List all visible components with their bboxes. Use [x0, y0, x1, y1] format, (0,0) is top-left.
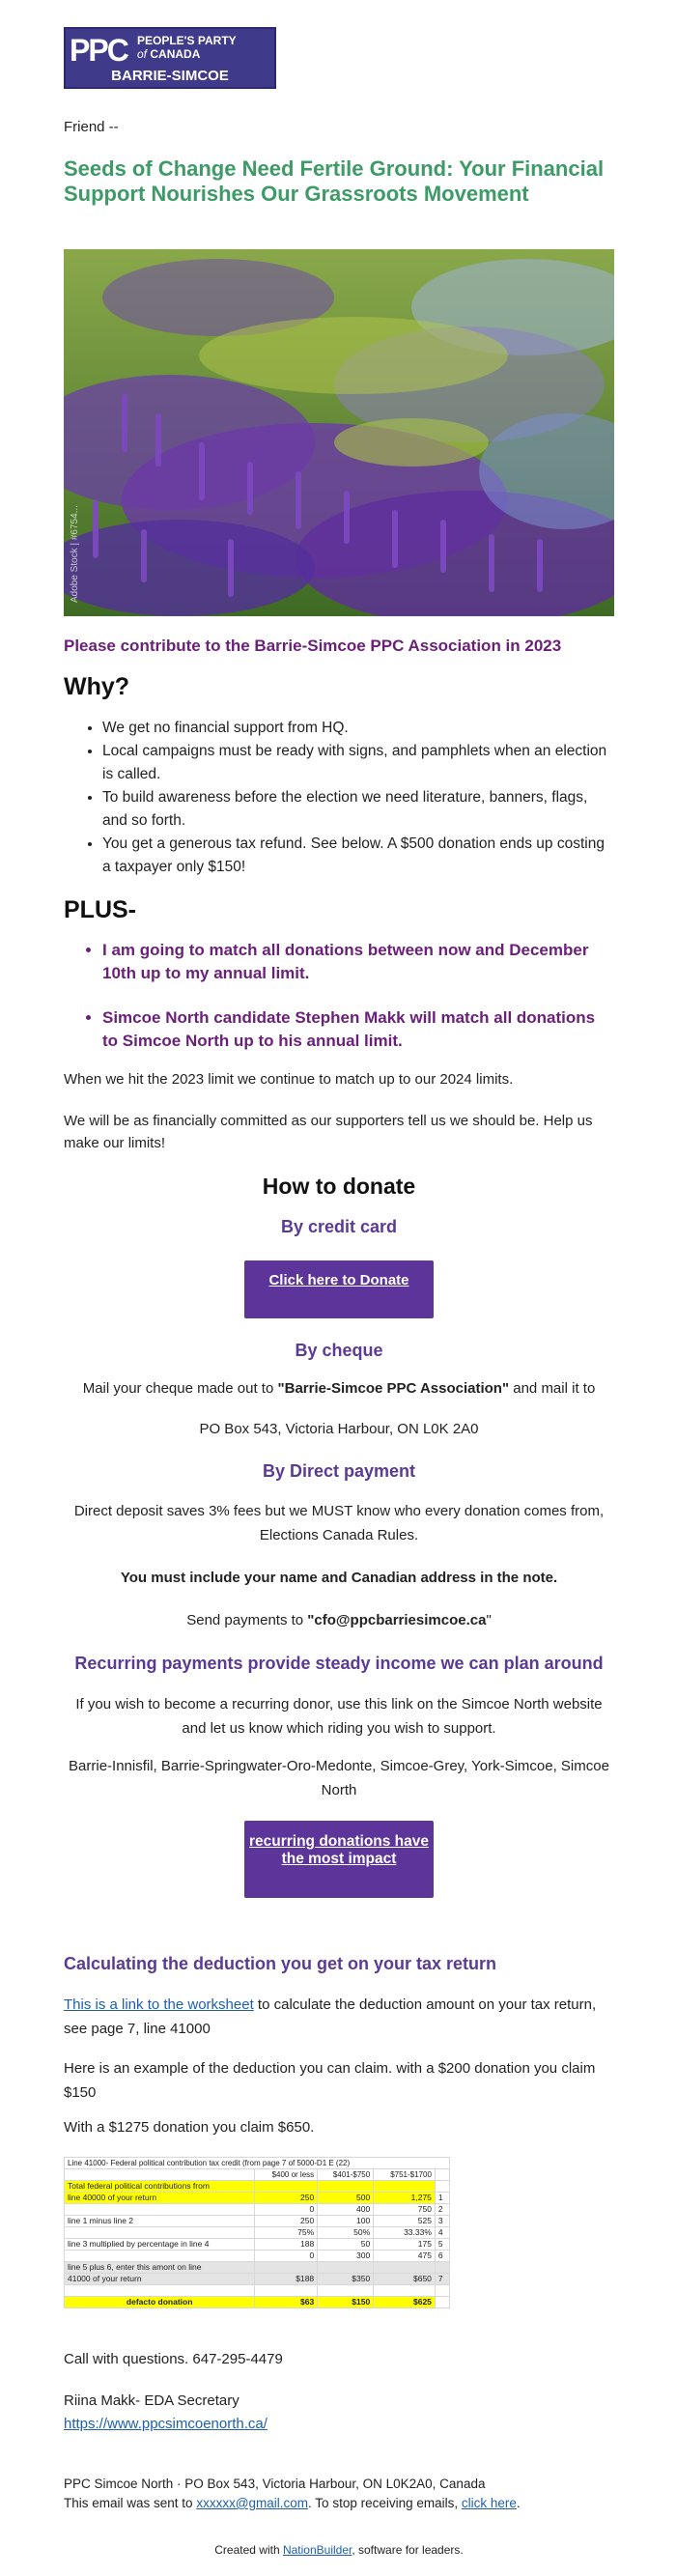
table-cell: 525: [374, 2216, 436, 2227]
table-row: [65, 2204, 450, 2216]
table-col-header: $751-$1700: [374, 2169, 436, 2181]
table-row: [65, 2285, 450, 2297]
table-cell: 0: [255, 2204, 318, 2216]
logo-mark: PPC: [70, 33, 127, 68]
row-label: [65, 2250, 255, 2262]
line-number: [435, 2297, 449, 2308]
flower-field-illustration: [64, 249, 614, 616]
line-number: [435, 2262, 449, 2274]
headline: Seeds of Change Need Fertile Ground: Your Financial Support Nourishes Our Grassroots Movement: [64, 156, 605, 206]
how-to-donate-heading: How to donate: [262, 1174, 416, 1199]
plus-heading: PLUS-: [64, 896, 136, 923]
row-label: [65, 2204, 255, 2216]
list-item: • Simcoe North candidate Stephen Makk will match all donations to Simcoe North up to his annual limit.: [102, 1006, 614, 1053]
why-list: [64, 717, 614, 879]
table-cell: $350: [318, 2274, 374, 2285]
footer: [64, 2475, 614, 2513]
worksheet-link[interactable]: This is a link to the worksheet: [64, 1996, 254, 2013]
table-cell: [374, 2262, 436, 2274]
list-item: • I am going to match all donations between now and December 10th up to my annual limit.: [102, 939, 614, 985]
table-cell: 188: [255, 2239, 318, 2250]
logo-of: of: [137, 47, 148, 61]
footer-end: .: [516, 2496, 521, 2510]
created-pre: Created with: [214, 2543, 283, 2557]
credit-card-heading: By credit card: [280, 1217, 398, 1236]
contribute-heading: Please contribute to the Barrie-Simcoe PPC Association in 2023: [64, 637, 562, 655]
donate-button[interactable]: Click here to Donate: [244, 1260, 434, 1318]
cheque-payee: "Barrie-Simcoe PPC Association": [277, 1380, 510, 1397]
created-post: , software for leaders.: [352, 2543, 464, 2557]
logo-line-1: PEOPLE'S PARTY: [137, 34, 237, 47]
table-cell: 250: [255, 2216, 318, 2227]
why-heading: Why?: [64, 673, 130, 700]
row-label: line 1 minus line 2: [65, 2216, 255, 2227]
example-2: With a $1275 donation you claim $650.: [64, 2119, 315, 2136]
table-cell: 400: [318, 2204, 374, 2216]
recurring-heading: Recurring payments provide steady income we can plan around: [74, 1654, 604, 1673]
table-cell: 500: [318, 2193, 374, 2204]
table-cell: 175: [374, 2239, 436, 2250]
table-col-header: $401-$750: [318, 2169, 374, 2181]
call-line: Call with questions. 647-295-4479: [64, 2351, 283, 2367]
row-label: line 40000 of your return: [65, 2193, 255, 2204]
table-cell: [318, 2285, 374, 2297]
footer-email-link[interactable]: xxxxxx@gmail.com: [196, 2496, 309, 2510]
line-number: [435, 2285, 449, 2297]
plus-list: [64, 939, 614, 1074]
table-cell: [255, 2262, 318, 2274]
limit-paragraph: When we hit the 2023 limit we continue to match up to our 2024 limits.: [64, 1071, 514, 1088]
line-number: 2: [435, 2204, 449, 2216]
footer-address: PPC Simcoe North · PO Box 543, Victoria Harbour, ON L0K2A0, Canada: [64, 2477, 486, 2491]
table-row: [65, 2250, 450, 2262]
hero-image: [64, 249, 614, 616]
tax-credit-table: [64, 2157, 450, 2308]
send-email: "cfo@ppcbarriesimcoe.ca: [307, 1612, 487, 1628]
line-number: 7: [435, 2274, 449, 2285]
list-item: • Local campaigns must be ready with signs, and pamphlets when an election is called.: [102, 740, 614, 786]
row-label: [65, 2285, 255, 2297]
table-cell: [318, 2181, 374, 2193]
cheque-pre: Mail your cheque made out to: [82, 1380, 278, 1397]
table-cell: 50: [318, 2239, 374, 2250]
table-cell: $150: [318, 2297, 374, 2308]
example-1: Here is an example of the deduction you can claim. with a $200 donation you claim $150: [64, 2060, 596, 2101]
table-row: [65, 2216, 450, 2227]
table-row: [65, 2274, 450, 2285]
cheque-post: and mail it to: [509, 1380, 596, 1397]
must-include-note: You must include your name and Canadian address in the note.: [120, 1570, 558, 1586]
table-cell: [255, 2285, 318, 2297]
send-post: ": [486, 1612, 492, 1628]
table-cell: 1,275: [374, 2193, 436, 2204]
send-payments: [64, 1610, 614, 1632]
cheque-heading: By cheque: [295, 1341, 383, 1360]
table-cell: 300: [318, 2250, 374, 2262]
worksheet-paragraph: [64, 1993, 614, 2041]
table-row: [65, 2297, 450, 2308]
table-cell: 33.33%: [374, 2227, 436, 2239]
po-box-address: PO Box 543, Victoria Harbour, ON L0K 2A0: [199, 1421, 479, 1437]
line-number: 4: [435, 2227, 449, 2239]
line-number: 3: [435, 2216, 449, 2227]
nationbuilder-link[interactable]: NationBuilder: [282, 2543, 352, 2557]
table-col-header: $400 or less: [255, 2169, 318, 2181]
table-cell: $625: [374, 2297, 436, 2308]
table-row: [65, 2193, 450, 2204]
line-number: 5: [435, 2239, 449, 2250]
signer-website-link[interactable]: https://www.ppcsimcoenorth.ca/: [64, 2416, 268, 2432]
greeting: Friend --: [64, 119, 119, 135]
list-item: • To build awareness before the election we need literature, banners, flags, and so forth.: [102, 786, 614, 833]
row-label: line 5 plus 6, enter this amont on line: [65, 2262, 255, 2274]
list-item: • You get a generous tax refund. See below. A $500 donation ends up costing a taxpayer only $150!: [102, 833, 614, 879]
row-label: 41000 of your return: [65, 2274, 255, 2285]
row-label: defacto donation: [65, 2297, 255, 2308]
table-cell: [435, 2169, 449, 2181]
table-row: [65, 2181, 450, 2193]
table-row: [65, 2227, 450, 2239]
table-cell: 0: [255, 2250, 318, 2262]
signature: [64, 2390, 614, 2436]
table-cell: 475: [374, 2250, 436, 2262]
committed-paragraph: We will be as financially committed as our supporters tell us we should be. Help us make our limits!: [64, 1113, 593, 1151]
table-cell: 75%: [255, 2227, 318, 2239]
table-cell: 50%: [318, 2227, 374, 2239]
table-cell: $188: [255, 2274, 318, 2285]
recurring-text: If you wish to become a recurring donor, use this link on the Simcoe North website and let us know which riding you wish to support.: [75, 1696, 603, 1737]
logo-canada: CANADA: [150, 47, 201, 61]
line-number: [435, 2181, 449, 2193]
unsubscribe-link[interactable]: click here: [461, 2496, 517, 2510]
created-with: [64, 2541, 614, 2559]
recurring-donation-button[interactable]: recurring donations have the most impact: [244, 1821, 434, 1898]
ppc-logo[interactable]: [64, 27, 276, 89]
direct-deposit-text: Direct deposit saves 3% fees but we MUST know who every donation comes from, Elections Canada Rules.: [73, 1503, 605, 1543]
table-cell: [65, 2169, 255, 2181]
table-cell: [374, 2285, 436, 2297]
row-label: Total federal political contributions from: [65, 2181, 255, 2193]
send-pre: Send payments to: [186, 1612, 308, 1628]
row-label: line 3 multiplied by percentage in line 4: [65, 2239, 255, 2250]
table-cell: [374, 2181, 436, 2193]
table-cell: 250: [255, 2193, 318, 2204]
table-cell: $650: [374, 2274, 436, 2285]
footer-stop: . To stop receiving emails,: [308, 2496, 462, 2510]
table-title: Line 41000- Federal political contribution tax credit (from page 7 of 5000-D1 E (22): [65, 2158, 450, 2169]
signer-name: Riina Makk- EDA Secretary: [64, 2392, 239, 2409]
table-row: [65, 2239, 450, 2250]
logo-line-2: [137, 47, 200, 61]
line-number: 6: [435, 2250, 449, 2262]
footer-sent-pre: This email was sent to: [64, 2496, 197, 2510]
cheque-instructions: [64, 1378, 614, 1401]
table-cell: [318, 2262, 374, 2274]
table-row: [65, 2262, 450, 2274]
table-cell: 100: [318, 2216, 374, 2227]
logo-line-3: BARRIE-SIMCOE: [111, 68, 229, 84]
line-number: 1: [435, 2193, 449, 2204]
direct-payment-heading: By Direct payment: [262, 1461, 416, 1481]
photo-credit: Adobe Stock | #6754...: [70, 504, 80, 603]
list-item: • We get no financial support from HQ.: [102, 717, 614, 740]
ridings-list: Barrie-Innisfil, Barrie-Springwater-Oro-Medonte, Simcoe-Grey, York-Simcoe, Simcoe North: [69, 1758, 609, 1798]
worksheet-rest: to calculate the deduction amount on your tax return, see page 7, line 41000: [64, 1996, 597, 2037]
row-label: [65, 2227, 255, 2239]
calc-heading: Calculating the deduction you get on your tax return: [64, 1954, 497, 1973]
table-cell: $63: [255, 2297, 318, 2308]
table-cell: 750: [374, 2204, 436, 2216]
table-cell: [255, 2181, 318, 2193]
